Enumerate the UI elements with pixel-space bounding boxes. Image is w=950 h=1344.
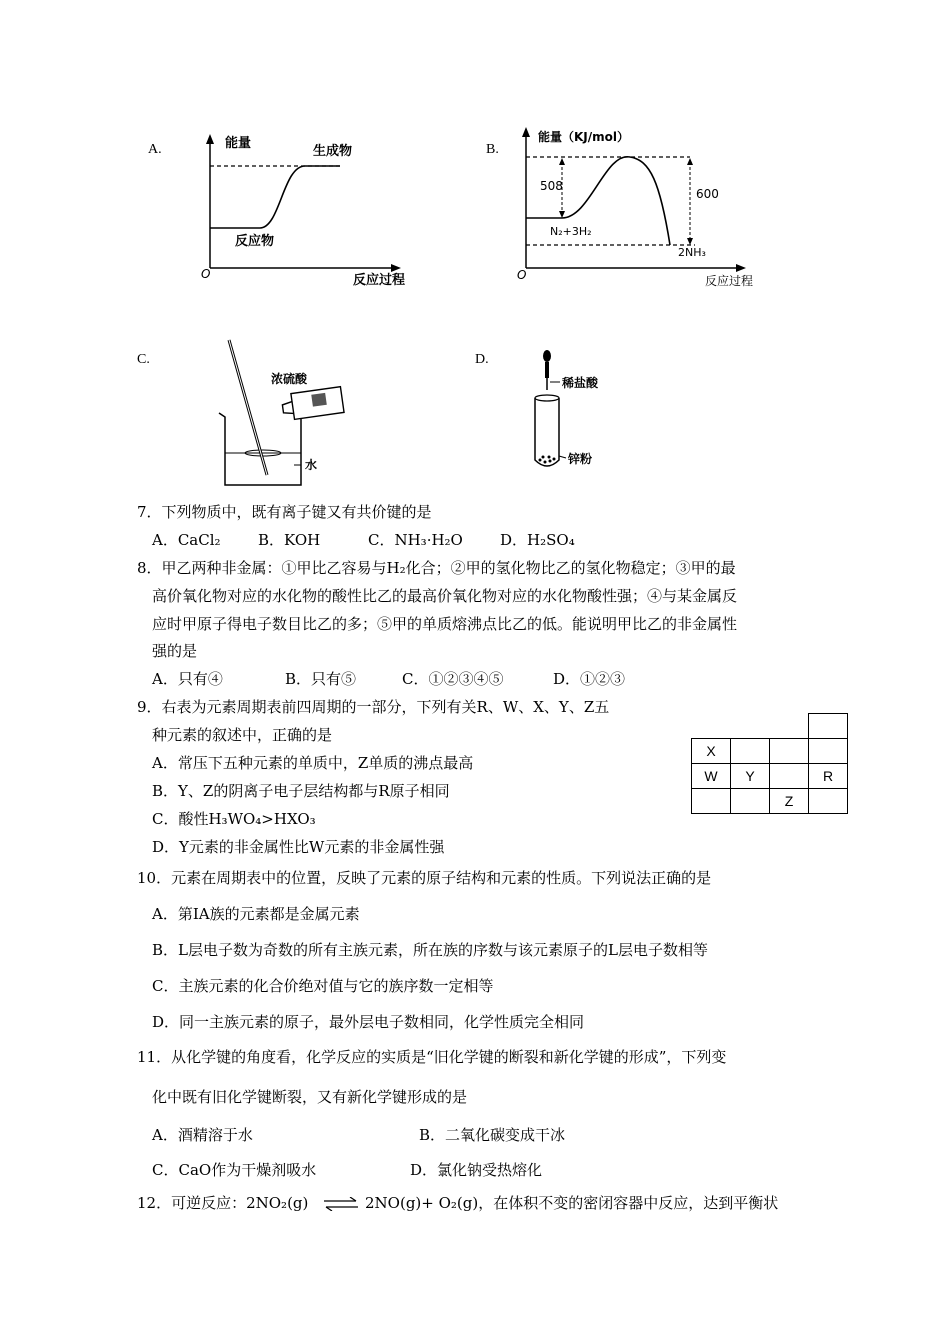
figure-b-y-axis: 能量（KJ/mol） [538, 130, 630, 144]
figure-b-energy-diagram [510, 122, 780, 292]
q8-option-d: D．①②③ [553, 670, 626, 688]
figure-d-zinc: 锌粉 [568, 452, 593, 466]
q7-option-d: D．H₂SO₄ [500, 531, 575, 549]
q9-line-2: 种元素的叙述中，正确的是 [152, 726, 333, 744]
q11-line-2: 化中既有旧化学键断裂，又有新化学键形成的是 [152, 1088, 468, 1106]
figure-c-beaker-diagram [205, 335, 365, 495]
figure-c-label: C. [137, 352, 150, 367]
q9-option-a: A．常压下五种元素的单质中，Z单质的沸点最高 [152, 754, 474, 772]
figure-b-reactant: N₂+3H₂ [550, 225, 592, 238]
cell-r: R [809, 764, 848, 789]
q10-option-c: C．主族元素的化合价绝对值与它的族序数一定相等 [152, 977, 494, 995]
figure-d-label: D. [475, 352, 489, 367]
figure-a-product: 生成物 [313, 144, 353, 159]
q8-option-c: C．①②③④⑤ [402, 670, 504, 688]
q11-line-1: 11．从化学键的角度看，化学反应的实质是“旧化学键的断裂和新化学键的形成”，下列变 [137, 1048, 727, 1066]
q12-text-start: 12．可逆反应：2NO₂(g) [137, 1194, 309, 1212]
q8-line-1: 8．甲乙两种非金属：①甲比乙容易与H₂化合；②甲的氢化物比乙的氢化物稳定；③甲的最 [137, 559, 736, 577]
figure-d-acid: 稀盐酸 [562, 376, 599, 390]
q8-line-2: 高价氧化物对应的水化物的酸性比乙的最高价氧化物对应的水化物酸性强；④与某金属反 [152, 587, 738, 605]
q11-option-d: D．氯化钠受热熔化 [410, 1161, 543, 1179]
figure-a-y-axis: 能量 [225, 136, 252, 151]
q10-stem: 10．元素在周期表中的位置，反映了元素的原子结构和元素的性质。下列说法正确的是 [137, 869, 712, 887]
figure-c-water: 水 [305, 458, 318, 472]
figure-b-product: 2NH₃ [678, 246, 706, 259]
periodic-table-fragment [691, 713, 848, 814]
figure-b-x-axis: 反应过程 [705, 274, 754, 288]
figure-a-label: A. [148, 142, 162, 157]
figure-d-test-tube-diagram [520, 348, 620, 478]
q8-line-4: 强的是 [152, 642, 198, 660]
cell-w: W [692, 764, 731, 789]
q8-option-a: A．只有④ [152, 670, 223, 688]
figure-b-label: B. [486, 142, 499, 157]
cell-y: Y [731, 764, 770, 789]
q10-option-d: D．同一主族元素的原子，最外层电子数相同，化学性质完全相同 [152, 1013, 585, 1031]
q7-option-c: C．NH₃·H₂O [368, 531, 463, 549]
q7-option-b: B．KOH [258, 531, 321, 549]
cell-x: X [692, 739, 731, 764]
q9-option-d: D．Y元素的非金属性比W元素的非金属性强 [152, 838, 445, 856]
q7-stem: 7．下列物质中，既有离子键又有共价键的是 [137, 503, 432, 521]
figure-a-reactant: 反应物 [235, 234, 275, 249]
q10-option-a: A．第ⅠA族的元素都是金属元素 [152, 905, 360, 923]
q11-option-a: A．酒精溶于水 [152, 1126, 253, 1144]
q9-option-b: B．Y、Z的阴离子电子层结构都与R原子相同 [152, 782, 450, 800]
q9-option-c: C．酸性H₃WO₄>HXO₃ [152, 810, 316, 828]
figure-b-value-left: 508 [540, 179, 563, 193]
figure-a-x-axis: 反应过程 [353, 273, 406, 288]
q11-option-c: C．CaO作为干燥剂吸水 [152, 1161, 317, 1179]
figure-c-acid: 浓硫酸 [271, 372, 308, 386]
equilibrium-arrow-icon [322, 1197, 360, 1211]
q8-line-3: 应时甲原子得电子数目比乙的多；⑤甲的单质熔沸点比乙的低。能说明甲比乙的非金属性 [152, 615, 738, 633]
q12-text-end: 2NO(g)+ O₂(g)，在体积不变的密闭容器中反应，达到平衡状 [365, 1194, 779, 1212]
cell-z: Z [770, 789, 809, 814]
q7-option-a: A．CaCl₂ [152, 531, 221, 549]
figure-a-origin: O [201, 267, 211, 281]
figure-b-value-right: 600 [696, 187, 719, 201]
figure-a-energy-diagram [195, 130, 445, 290]
q8-option-b: B．只有⑤ [285, 670, 357, 688]
q9-line-1: 9．右表为元素周期表前四周期的一部分，下列有关R、W、X、Y、Z五 [137, 698, 610, 716]
q11-option-b: B．二氧化碳变成干冰 [419, 1126, 566, 1144]
q10-option-b: B．L层电子数为奇数的所有主族元素，所在族的序数与该元素原子的L层电子数相等 [152, 941, 708, 959]
figure-b-origin: O [517, 268, 527, 282]
